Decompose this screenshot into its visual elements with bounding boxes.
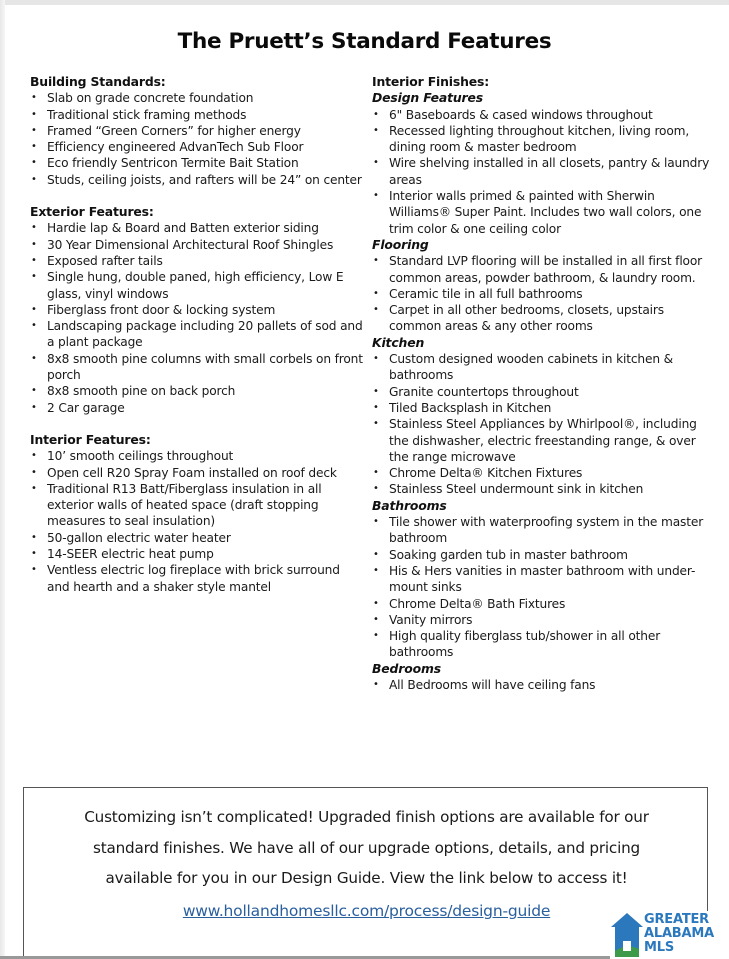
bullet-icon: • [31,124,37,136]
list-item [372,188,712,237]
bullet-list [372,351,712,498]
callout-line: available for you in our Design Guide. View the link below to access it! [105,869,628,887]
list-item-text: Custom designed wooden cabinets in kitchen & bathrooms [389,352,673,383]
list-item-text: Standard LVP flooring will be installed in all first floor common areas, powder bathroom, & laundry room. [389,254,703,285]
list-item [372,107,712,123]
list-item-text: All Bedrooms will have ceiling fans [389,677,596,692]
list-item [30,383,365,399]
bullet-icon: • [31,531,37,543]
list-item [30,448,365,464]
list-item [372,563,712,596]
list-item [30,107,365,123]
list-item [372,416,712,465]
list-item-text: Stainless Steel Appliances by Whirlpool®, including the dishwasher, electric freestanding range, & over the range microwave [389,417,697,464]
list-item [30,481,365,530]
bullet-icon: • [31,482,37,494]
section-heading: Building Standards: [30,74,166,89]
bullet-icon: • [373,287,379,299]
bullet-icon: • [373,385,379,397]
list-item-text: Chrome Delta® Bath Fixtures [389,596,566,611]
list-item-text: High quality fiberglass tub/shower in all other bathrooms [389,629,661,660]
list-item-text: Landscaping package including 20 pallets of sod and a plant package [47,319,363,350]
list-item [30,90,365,106]
list-item-text: Fiberglass front door & locking system [47,302,276,317]
list-item [30,269,365,302]
list-item [372,155,712,188]
list-item-text: Eco friendly Sentricon Termite Bait Station [47,156,299,171]
bullet-icon: • [31,401,37,413]
list-item-text: Traditional R13 Batt/Fiberglass insulation in all exterior walls of heated space (draft stopping measures to seal insulation) [47,481,322,529]
bullet-icon: • [373,304,379,316]
sub-heading: Flooring [372,236,429,252]
list-item [372,677,712,693]
list-item-text: Slab on grade concrete foundation [47,91,254,106]
mls-line: ALABAMA [644,926,714,941]
bullet-list [30,90,365,188]
list-item-text: Efficiency engineered AdvanTech Sub Floor [47,140,304,155]
list-item [30,253,365,269]
list-item-text: Vanity mirrors [389,612,473,627]
list-item-text: Soaking garden tub in master bathroom [389,547,628,562]
mls-line: MLS [644,940,674,955]
bullet-icon: • [373,564,379,576]
bullet-icon: • [31,352,37,364]
bullet-icon: • [31,450,37,462]
bullet-list [372,107,712,237]
bullet-icon: • [373,401,379,413]
bullet-icon: • [31,548,37,560]
list-item [30,465,365,481]
list-item-text: Traditional stick framing methods [47,107,247,122]
sub-heading: Kitchen [372,334,425,350]
kitchen-section [372,335,712,498]
bullet-icon: • [31,271,37,283]
list-item [30,318,365,351]
list-item-text: Studs, ceiling joists, and rafters will be 24” on center [47,172,362,187]
exterior-features-section [30,204,365,416]
bullet-icon: • [31,254,37,266]
bullet-list [30,448,365,595]
bullet-icon: • [373,157,379,169]
bullet-icon: • [373,353,379,365]
bullet-icon: • [31,108,37,120]
bullet-icon: • [31,303,37,315]
list-item-text: Ceramic tile in all full bathrooms [389,286,583,301]
sub-heading: Bathrooms [372,497,447,513]
bathrooms-section [372,498,712,661]
list-item [372,481,712,497]
bullet-icon: • [31,320,37,332]
list-item-text: 8x8 smooth pine columns with small corbels on front porch [47,351,363,383]
list-item [372,596,712,612]
page-top-edge [0,0,729,5]
list-item-text: Carpet in all other bedrooms, closets, upstairs common areas & any other rooms [389,303,664,334]
bullet-list [372,253,712,334]
bullet-icon: • [31,564,37,576]
list-item-text: Recessed lighting throughout kitchen, living room, dining room & master bedroom [389,123,690,155]
list-item-text: Interior walls primed & painted with Sherwin Williams® Super Paint. Includes two wall colors, one trim color & one ceiling color [389,189,702,236]
list-item [372,253,712,286]
page-left-edge [0,0,5,959]
list-item-text: 10’ smooth ceilings throughout [47,449,234,464]
list-item [30,172,365,188]
list-item [30,530,365,546]
right-column [372,74,712,693]
bullet-icon: • [373,190,379,202]
list-item-text: 8x8 smooth pine on back porch [47,384,236,399]
page-title: The Pruett’s Standard Features [177,29,552,54]
list-item-text: 2 Car garage [47,400,125,415]
bullet-icon: • [31,385,37,397]
list-item [372,514,712,547]
list-item-text: 50-gallon electric water heater [47,530,231,545]
section-heading: Interior Finishes: [372,74,490,89]
left-column [30,74,365,595]
section-heading: Exterior Features: [30,204,154,220]
list-item-text: Single hung, double paned, high efficiency, Low E glass, vinyl windows [47,270,344,301]
list-item [372,465,712,481]
list-item-text: Wire shelving installed in all closets, pantry & laundry areas [389,156,710,187]
list-item-text: Chrome Delta® Kitchen Fixtures [389,466,583,481]
list-item [30,123,365,139]
callout-line: standard finishes. We have all of our upgrade options, details, and pricing [93,838,640,857]
bullet-icon: • [31,141,37,153]
house-icon [610,911,644,959]
list-item [372,286,712,302]
list-item-text: 30 Year Dimensional Architectural Roof Shingles [47,237,334,252]
bullet-list [30,220,365,416]
list-item-text: Exposed rafter tails [47,253,163,268]
list-item [30,155,365,171]
list-item [30,302,365,318]
design-guide-link[interactable]: www.hollandhomesllc.com/process/design-guide [182,902,551,920]
list-item [30,351,365,384]
list-item-text: 14-SEER electric heat pump [47,547,214,562]
bullet-list [372,514,712,661]
bullet-icon: • [373,548,379,560]
bullet-icon: • [373,124,379,136]
list-item-text: Granite countertops throughout [389,384,579,399]
bullet-icon: • [373,613,379,625]
design-features-section [372,90,712,237]
list-item-text: His & Hers vanities in master bathroom with under-mount sinks [389,563,696,595]
bullet-icon: • [373,678,379,690]
bullet-icon: • [31,92,37,104]
list-item [30,237,365,253]
bullet-icon: • [31,466,37,478]
bullet-icon: • [373,483,379,495]
list-item [372,384,712,400]
mls-wordmark [644,913,714,955]
list-item [30,139,365,155]
list-item [372,628,712,661]
list-item [372,400,712,416]
bullet-icon: • [31,238,37,250]
list-item [30,546,365,562]
bullet-icon: • [31,222,37,234]
list-item-text: Stainless Steel undermount sink in kitchen [389,482,644,497]
list-item-text: 6" Baseboards & cased windows throughout [389,107,653,122]
bedrooms-section [372,661,712,694]
bullet-list [372,677,712,693]
list-item [30,220,365,236]
list-item-text: Hardie lap & Board and Batten exterior siding [47,221,319,236]
sub-heading: Bedrooms [372,660,441,676]
list-item [30,562,365,595]
list-item-text: Ventless electric log fireplace with brick surround and hearth and a shaker style mantel [47,563,340,594]
bullet-icon: • [373,597,379,609]
callout-line: Customizing isn’t complicated! Upgraded finish options are available for our [84,808,649,826]
list-item [30,400,365,416]
bullet-icon: • [373,255,379,267]
section-heading: Interior Features: [30,431,151,447]
callout-text [24,802,709,894]
bullet-icon: • [373,467,379,479]
mls-line: GREATER [644,912,709,927]
bullet-icon: • [373,516,379,528]
bullet-icon: • [373,108,379,120]
greater-alabama-mls-logo [610,911,729,959]
interior-features-section [30,432,365,595]
bullet-icon: • [373,630,379,642]
sub-heading: Design Features [372,90,483,106]
list-item [372,123,712,156]
list-item-text: Open cell R20 Spray Foam installed on roof deck [47,465,337,480]
bullet-icon: • [31,173,37,185]
list-item-text: Tile shower with waterproofing system in the master bathroom [389,515,704,546]
flooring-section [372,237,712,335]
list-item [372,351,712,384]
list-item-text: Framed “Green Corners” for higher energy [47,123,301,138]
design-guide-callout [23,787,708,959]
bullet-icon: • [31,157,37,169]
list-item [372,547,712,563]
list-item [372,302,712,335]
building-standards-section [30,74,365,188]
list-item [372,612,712,628]
bullet-icon: • [373,418,379,430]
list-item-text: Tiled Backsplash in Kitchen [389,400,552,415]
